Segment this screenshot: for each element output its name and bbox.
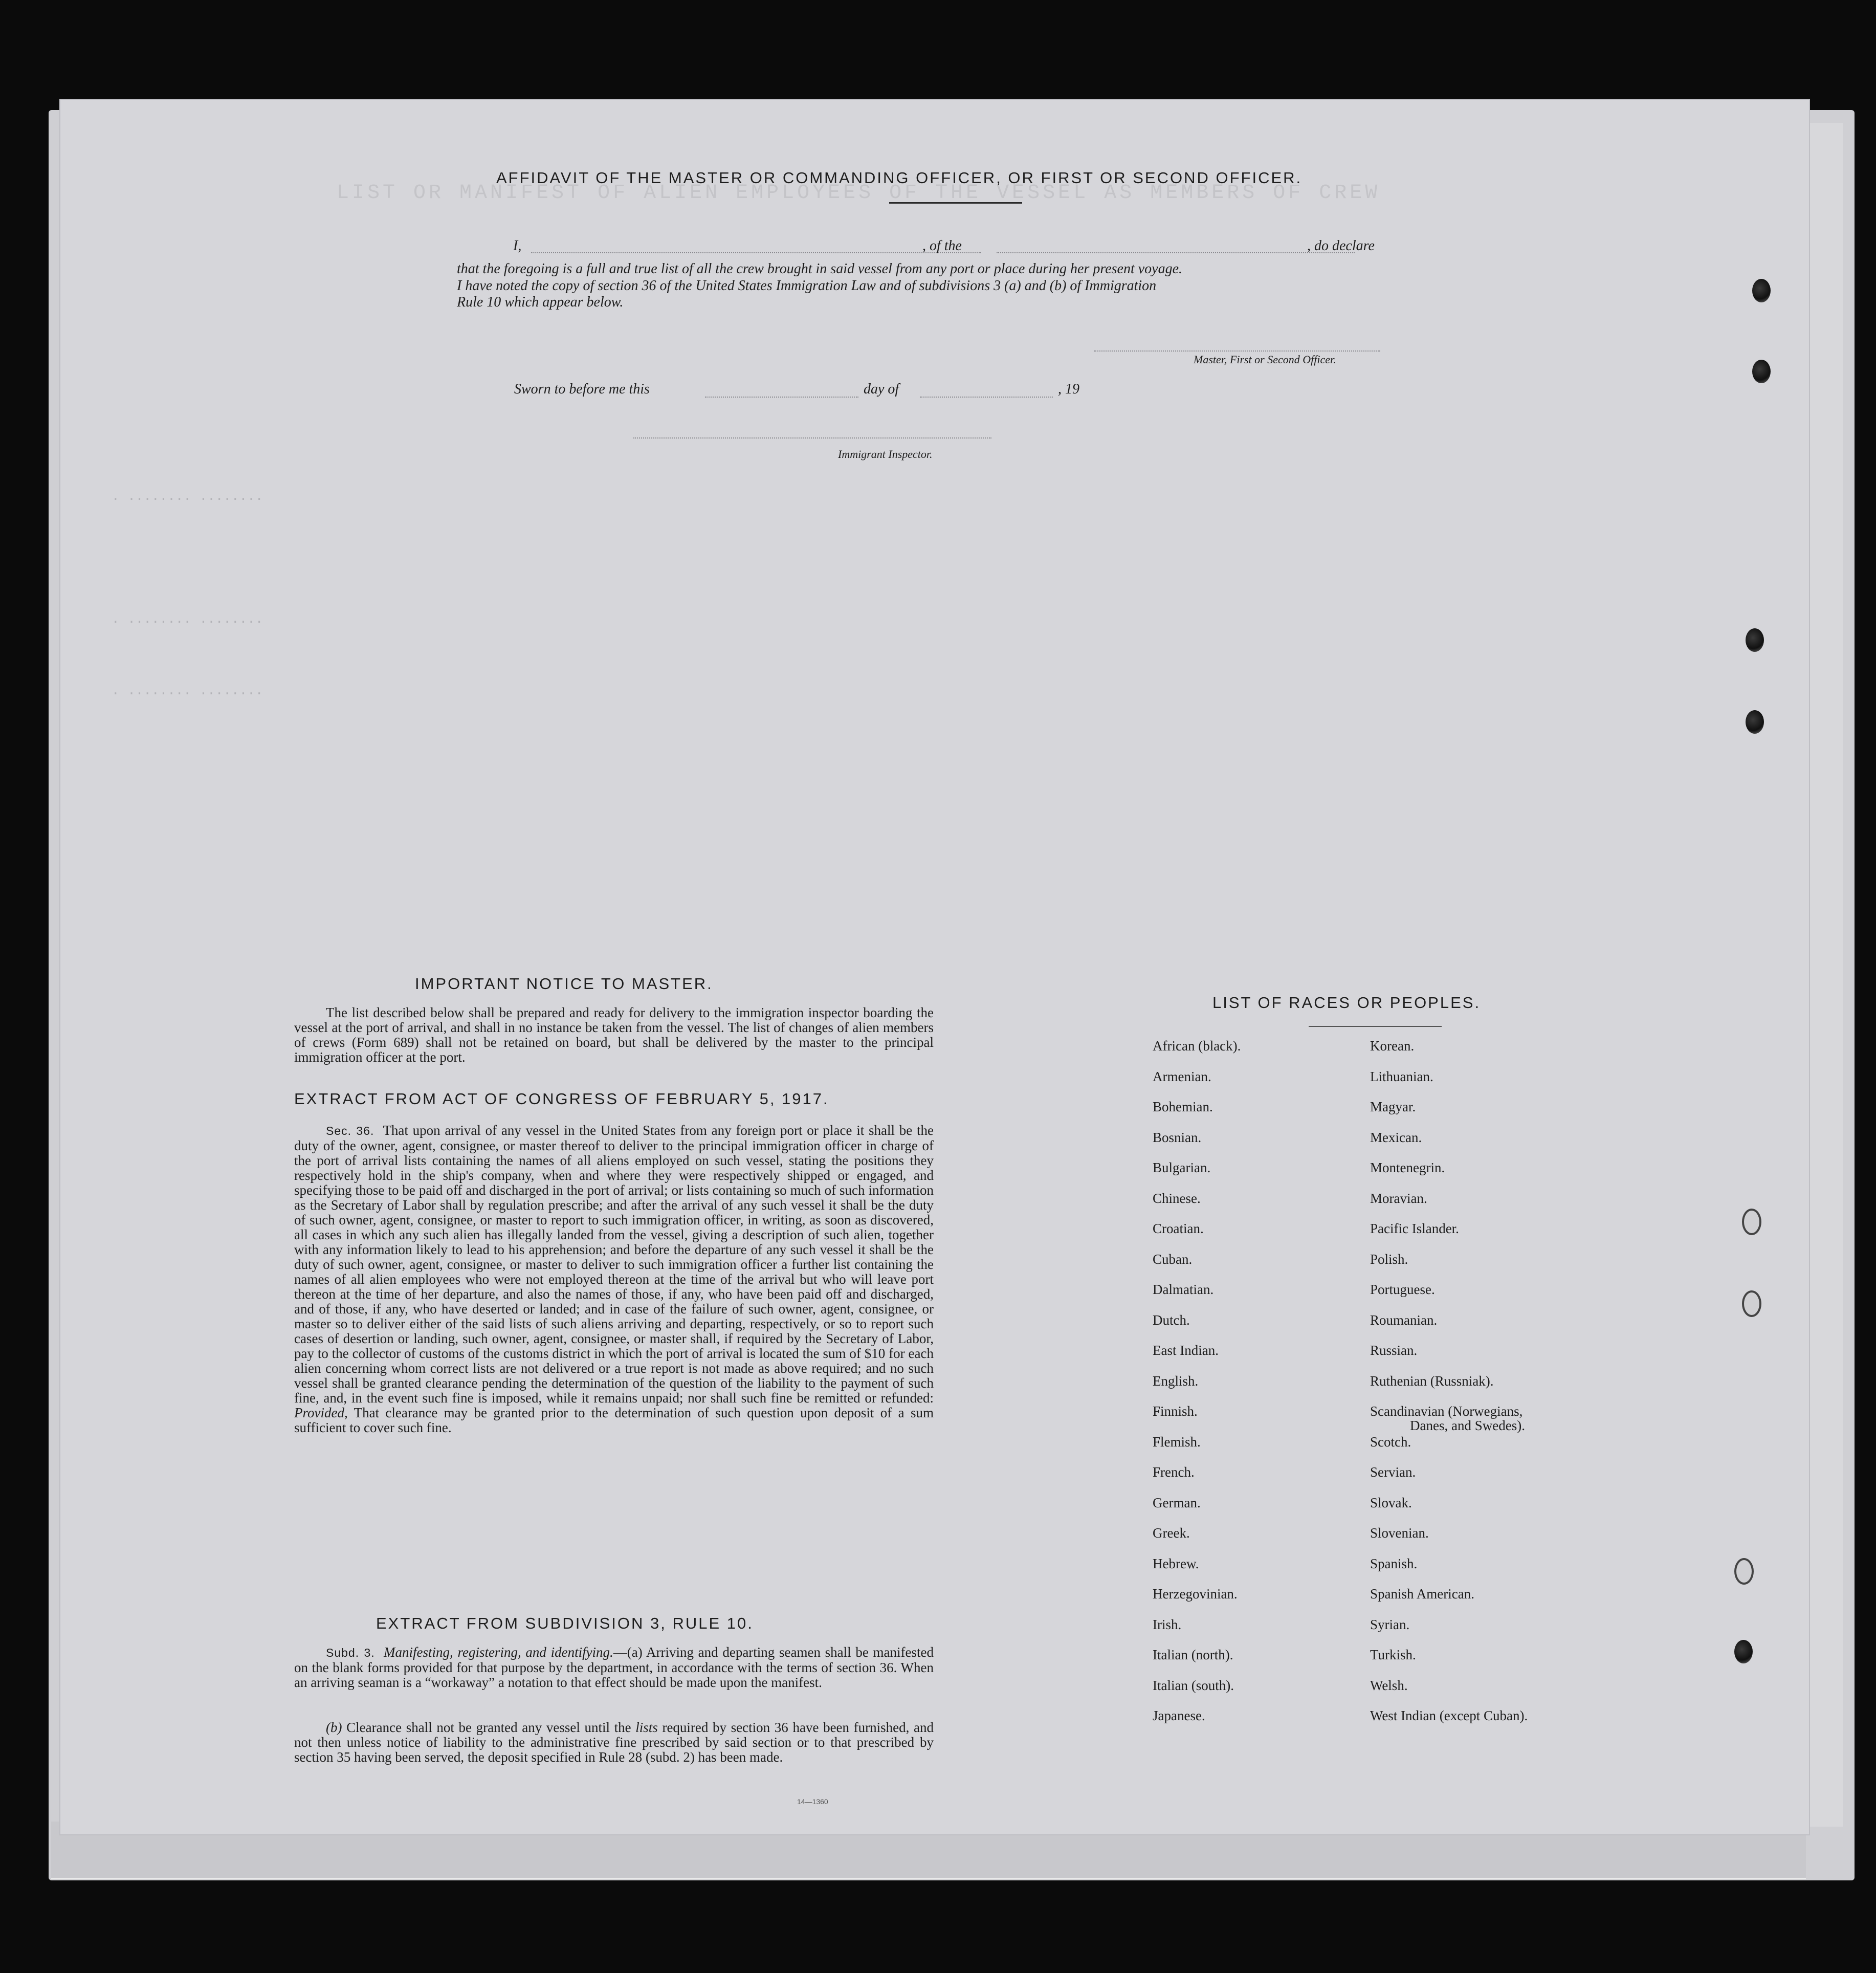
bleed-through-text: LIST OR MANIFEST OF ALIEN EMPLOYEES OF THE VESSEL AS MEMBERS OF CREW — [337, 182, 1381, 205]
day-of-label: day of — [864, 381, 899, 397]
inspector-caption: Immigrant Inspector. — [838, 448, 933, 461]
binder-hole — [1734, 1640, 1753, 1663]
section-36-text: That upon arrival of any vessel in the United States from any foreign port or place it shall be the duty of the owner, agent, consignee, or master thereof to deliver to the principal immigration officer in charge of the port of arrival lists containing the names of all aliens employed on such vessel, stating the positions they respectively hold in the ship's company, when and where they were respectively shipped or engaged, and specifying those to be paid off and discharged in the port of arrival; or lists containing so much of such information as the Secretary of Labor shall by regulation prescribe; and after the arrival of any such vessel it shall be the duty of such owner, agent, consignee, or master to report to such immigration officer, in writing, as soon as discovered, all cases in which any such alien has illegally landed from the vessel, giving a description of such alien, together with any information likely to lead to his apprehension; and before the departure of any such vessel it shall be the duty of such owner, agent, consignee, or master to deliver to such immigration officer a further list containing the names of all alien employees who were not employed thereon at the time of the arrival but who will leave port thereon at the time of her departure, and also the names of those, if any, who have been paid off and discharged, and of those, if any, who have deserted or landed; and in case of the failure of such owner, agent, consignee, or master so to deliver either of the said lists of such aliens arriving and departing, respectively, or so to report such cases of desertion or landing, such owner, agent, consignee, or master shall, if required by the Secretary of Labor, pay to the collector of customs of the customs district in which the port of arrival is located the sum of $10 for each alien concerning whom correct lists are not delivered or a true report is not made as above required; and no such vessel shall be granted clearance pending the determination of the question of the liability to the payment of such fine, and, in the event such fine is imposed, while it remains unpaid; nor shall such fine be remitted or refunded: — [294, 1123, 934, 1406]
provided-word: Provided, — [294, 1405, 348, 1420]
race-item-left: Armenian. — [1153, 1068, 1211, 1084]
race-item-left: Hebrew. — [1153, 1555, 1199, 1571]
binder-hole — [1746, 628, 1764, 652]
race-item-left: Greek. — [1153, 1525, 1190, 1541]
section-36-text-end: That clearance may be granted prior to the determination of such question upon deposit of a sum sufficient to cover such fine. — [294, 1405, 934, 1435]
sworn-label: Sworn to before me this — [514, 381, 650, 397]
affidavit-title: AFFIDAVIT OF THE MASTER OR COMMANDING OFFICER, OR FIRST OR SECOND OFFICER. — [496, 169, 1303, 187]
year-label: , 19 — [1058, 381, 1079, 397]
of-the-label: , of the — [922, 238, 962, 254]
races-rule — [1309, 1026, 1442, 1027]
rule-subd-b — [294, 1720, 934, 1765]
race-item-right: Slovak. — [1370, 1495, 1412, 1510]
race-item-left: Bohemian. — [1153, 1099, 1213, 1114]
sworn-day-field[interactable] — [705, 397, 858, 398]
bleed-through-text: . ........ ........ — [112, 489, 263, 504]
race-item-left: Cuban. — [1153, 1251, 1193, 1267]
bleed-through-text: . ........ ........ — [112, 611, 263, 627]
master-signature-field[interactable] — [1094, 350, 1380, 352]
race-item-left: French. — [1153, 1464, 1195, 1480]
race-item-right: Lithuanian. — [1370, 1068, 1433, 1084]
notice-text: The list described below shall be prepared and ready for delivery to the immigration inspector boarding the vessel at the port of arrival, and shall in no instance be taken from the vessel. The list of changes of alien members of crews (Form 689) shall not be retained on board, but shall be delivered by the master to the principal immigration officer at the port. — [294, 1005, 934, 1065]
race-item-left: Dalmatian. — [1153, 1282, 1214, 1297]
race-item-right: Scandinavian (Norwegians, — [1370, 1404, 1523, 1419]
binder-ring — [1742, 1290, 1761, 1317]
race-item-left: German. — [1153, 1495, 1201, 1510]
race-item-left: Bosnian. — [1153, 1129, 1202, 1145]
affiant-prefix: I, — [513, 238, 522, 254]
master-caption: Master, First or Second Officer. — [1194, 353, 1336, 366]
race-item-left: Irish. — [1153, 1616, 1182, 1632]
race-item-left: Croatian. — [1153, 1221, 1204, 1236]
act-title: EXTRACT FROM ACT OF CONGRESS OF FEBRUARY 5, 1917. — [294, 1090, 829, 1108]
race-item-left: Dutch. — [1153, 1312, 1190, 1328]
notice-title: IMPORTANT NOTICE TO MASTER. — [415, 975, 713, 993]
race-item-left: Flemish. — [1153, 1434, 1201, 1450]
binder-hole — [1752, 279, 1771, 302]
race-item-left: Italian (north). — [1153, 1647, 1233, 1662]
affidavit-line-3: Rule 10 which appear below. — [457, 294, 624, 310]
race-item-left: Bulgarian. — [1153, 1160, 1211, 1175]
bleed-through-text: . ........ ........ — [112, 683, 263, 698]
binder-ring — [1742, 1209, 1761, 1235]
race-item-right: West Indian (except Cuban). — [1370, 1708, 1528, 1723]
race-item-left: English. — [1153, 1373, 1199, 1389]
race-item-left: East Indian. — [1153, 1343, 1219, 1358]
binder-hole — [1746, 710, 1764, 734]
binder-hole — [1752, 360, 1771, 383]
rule-title: EXTRACT FROM SUBDIVISION 3, RULE 10. — [376, 1614, 754, 1632]
races-title: LIST OF RACES OR PEOPLES. — [1212, 994, 1481, 1012]
race-item-right: Polish. — [1370, 1251, 1408, 1267]
race-item-left: Italian (south). — [1153, 1677, 1234, 1693]
inspector-signature-field[interactable] — [633, 437, 991, 439]
race-item-left: Finnish. — [1153, 1404, 1198, 1419]
race-item-right: Russian. — [1370, 1343, 1418, 1358]
section-label: Sec. 36. — [326, 1124, 374, 1137]
race-item-left: African (black). — [1153, 1038, 1241, 1054]
race-item-right: Korean. — [1370, 1038, 1415, 1054]
subd-label: Subd. 3. — [326, 1646, 375, 1659]
subd-b-text-2: required by section 36 have been furnished, and not then unless notice of liability to the administrative fine prescribed by said section or to that prescribed by section 35 having been served, the deposit specified in Rule 28 (subd. 2) has been made. — [294, 1720, 934, 1765]
race-item-right: Pacific Islander. — [1370, 1221, 1459, 1236]
act-section-36 — [294, 1123, 934, 1435]
affiant-name-field[interactable] — [531, 252, 981, 253]
race-item-right: Welsh. — [1370, 1677, 1408, 1693]
subd-a-text: —(a) Arriving and departing seamen shall be manifested on the blank forms provided for that purpose by the department, in accordance with the terms of section 36. When an arriving seaman is a “workaway” a notation to that effect should be made upon the manifest. — [294, 1645, 934, 1690]
manifest-page — [60, 100, 1809, 1834]
race-item-right: Ruthenian (Russniak). — [1370, 1373, 1494, 1389]
race-item-right: Magyar. — [1370, 1099, 1416, 1114]
rule-subd-a — [294, 1645, 934, 1690]
race-item-right: Slovenian. — [1370, 1525, 1429, 1541]
do-declare-label: , do declare — [1307, 238, 1375, 254]
race-item-right: Mexican. — [1370, 1129, 1422, 1145]
race-item-right: Spanish. — [1370, 1555, 1418, 1571]
subd-b-text-1: Clearance shall not be granted any vessel until the — [346, 1720, 631, 1735]
race-item-right: Montenegrin. — [1370, 1160, 1445, 1175]
affidavit-line-2: I have noted the copy of section 36 of the United States Immigration Law and of subdivisions 3 (a) and (b) of Immigration — [457, 278, 1157, 294]
race-item-right: Danes, and Swedes). — [1410, 1418, 1525, 1433]
form-number: 14—1360 — [797, 1797, 828, 1806]
race-item-left: Herzegovinian. — [1153, 1586, 1238, 1602]
title-rule — [889, 202, 1022, 204]
subd-heading: Manifesting, registering, and identifying. — [384, 1645, 613, 1660]
race-item-left: Chinese. — [1153, 1190, 1201, 1206]
race-item-right: Syrian. — [1370, 1616, 1410, 1632]
affidavit-line-1: that the foregoing is a full and true list of all the crew brought in said vessel from any port or place during her present voyage. — [457, 261, 1183, 277]
binder-ring — [1734, 1558, 1754, 1585]
race-item-right: Scotch. — [1370, 1434, 1411, 1450]
subd-b-label: (b) — [326, 1720, 342, 1735]
race-item-right: Turkish. — [1370, 1647, 1416, 1662]
race-item-right: Roumanian. — [1370, 1312, 1438, 1328]
race-item-left: Japanese. — [1153, 1708, 1205, 1723]
vessel-name-field[interactable] — [997, 252, 1355, 253]
race-item-right: Portuguese. — [1370, 1282, 1435, 1297]
race-item-right: Moravian. — [1370, 1190, 1427, 1206]
sworn-month-field[interactable] — [920, 397, 1053, 398]
race-item-right: Servian. — [1370, 1464, 1416, 1480]
race-item-right: Spanish American. — [1370, 1586, 1474, 1602]
subd-b-lists: lists — [635, 1720, 658, 1735]
